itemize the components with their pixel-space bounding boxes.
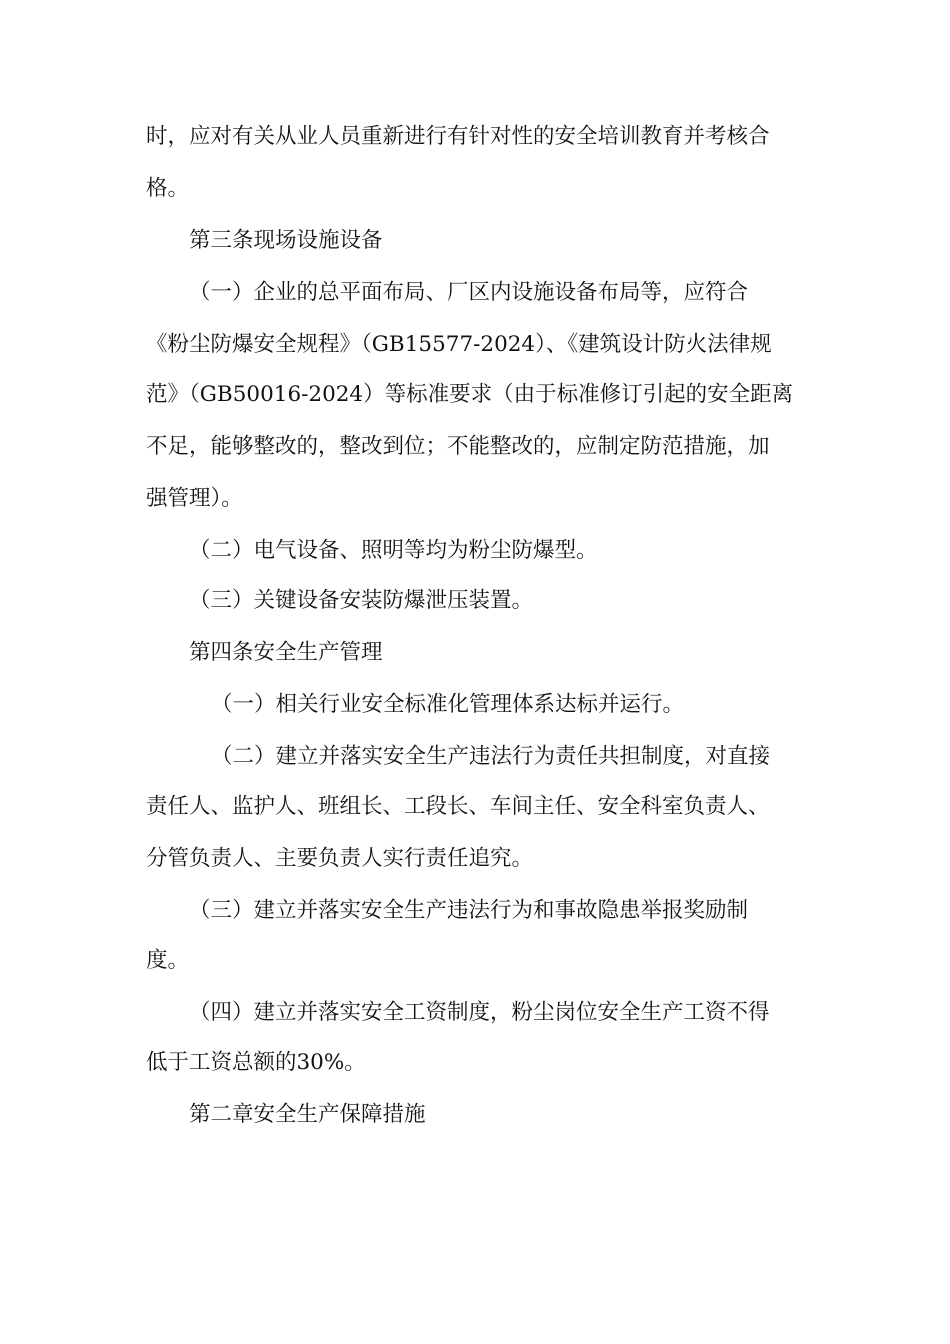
text-line: 格。 (146, 176, 190, 201)
text-line: 强管理）。 (146, 486, 243, 511)
chapter-heading: 第二章安全生产保障措施 (189, 1102, 426, 1127)
article-heading: 第三条现场设施设备 (189, 228, 383, 253)
article-heading: 第四条安全生产管理 (189, 640, 383, 665)
text-line: （二）电气设备、照明等均为粉尘防爆型。 (189, 538, 598, 563)
text-line: 度。 (146, 948, 190, 973)
text-line: （一）相关行业安全标准化管理体系达标并运行。 (211, 692, 685, 717)
text-line: 分管负责人、主要负责人实行责任追究。 (146, 846, 534, 871)
text-line: （三）建立并落实安全生产违法行为和事故隐患举报奖励制 (189, 898, 749, 923)
text-line: 不足，能够整改的，整改到位；不能整改的，应制定防范措施，加 (146, 434, 770, 459)
text-line: （四）建立并落实安全工资制度，粉尘岗位安全生产工资不得 (189, 1000, 770, 1025)
text-line: 时，应对有关从业人员重新进行有针对性的安全培训教育并考核合 (146, 124, 770, 149)
text-line: 低于工资总额的30%。 (146, 1050, 366, 1075)
text-line: （三）关键设备安装防爆泄压装置。 (189, 588, 534, 613)
text-line: （一）企业的总平面布局、厂区内设施设备布局等，应符合 (189, 280, 749, 305)
text-line: （二）建立并落实安全生产违法行为责任共担制度，对直接 (211, 744, 771, 769)
text-line: 责任人、监护人、班组长、工段长、车间主任、安全科室负责人、 (146, 794, 770, 819)
text-line: 范》（GB50016-2024）等标准要求（由于标准修订引起的安全距离 (146, 382, 794, 407)
text-line: 《粉尘防爆安全规程》（GB15577-2024）、《建筑设计防火法律规 (146, 332, 772, 357)
